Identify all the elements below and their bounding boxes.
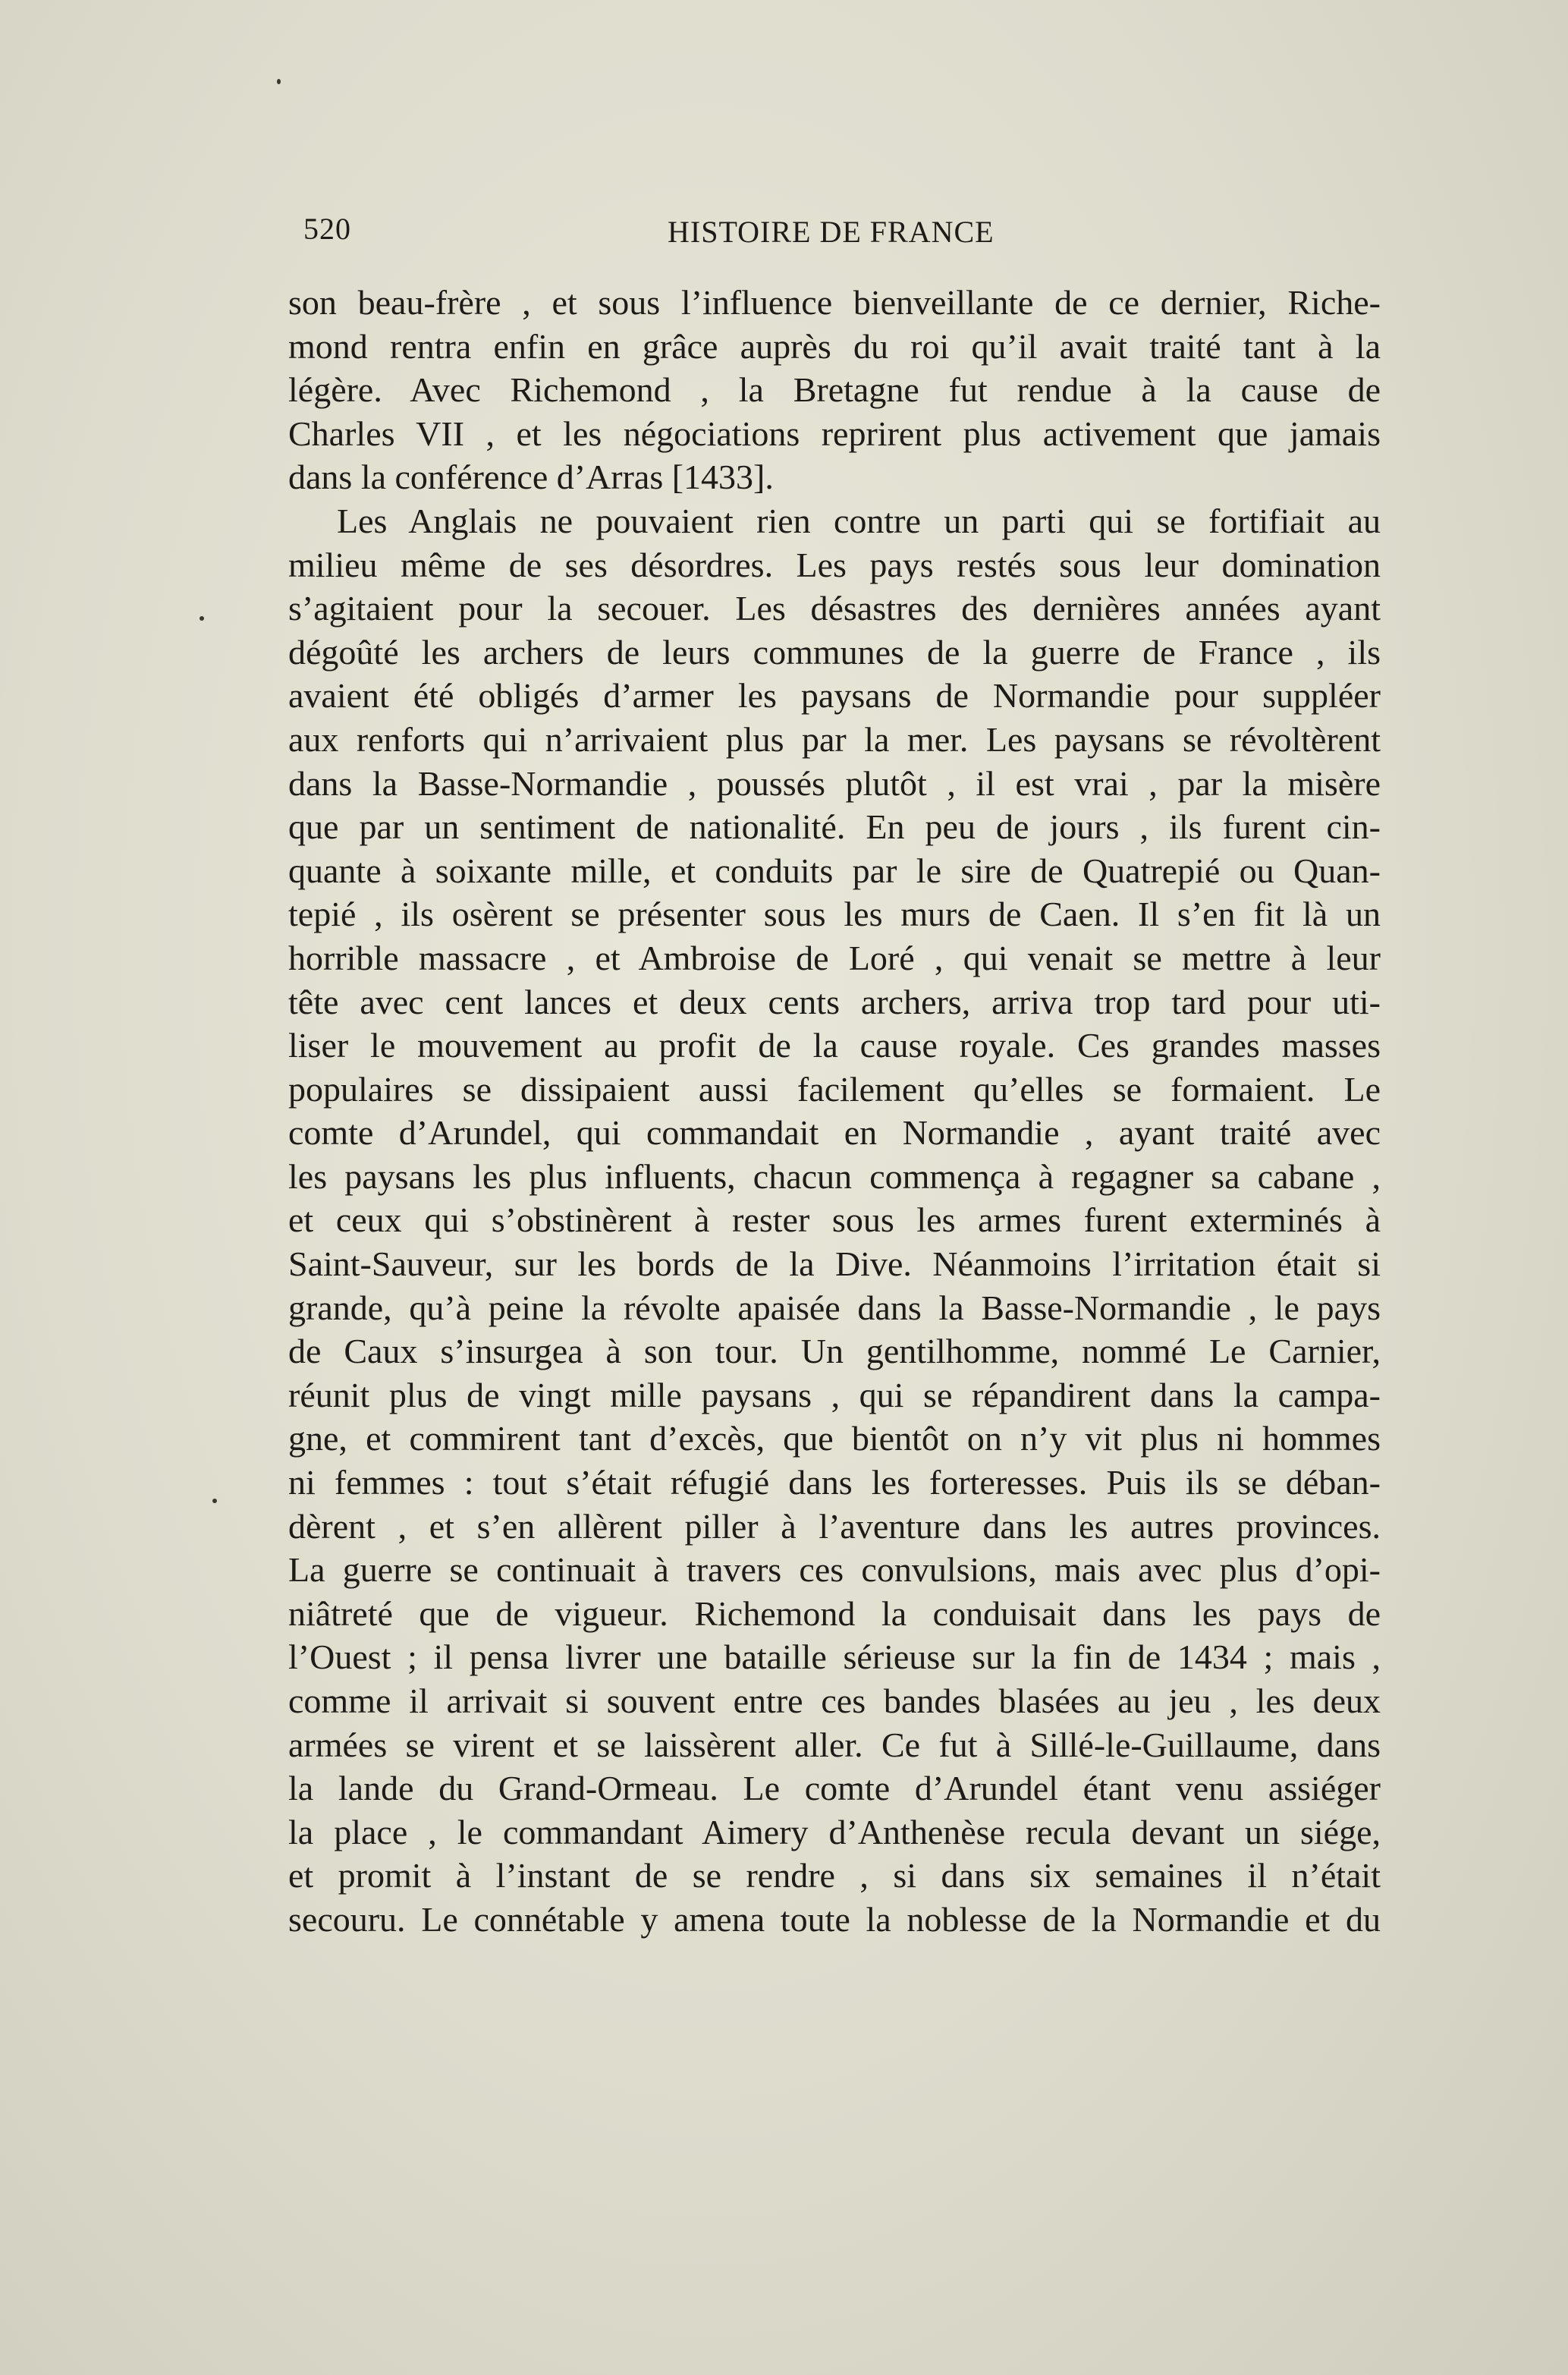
text-line: réunit plus de vingt mille paysans , qui se répandirent dans la campa- bbox=[288, 1375, 1381, 1414]
text-line: les paysans les plus influents, chacun commença à regagner sa cabane , bbox=[288, 1156, 1381, 1196]
text-line: ni femmes : tout s’était réfugié dans les forteresses. Puis ils se déban- bbox=[288, 1463, 1381, 1502]
ink-speck bbox=[200, 616, 204, 621]
text-line: dèrent , et s’en allèrent piller à l’aventure dans les autres provinces. bbox=[288, 1506, 1381, 1546]
text-line: Charles VII , et les négociations reprirent plus activement que jamais bbox=[288, 414, 1381, 453]
running-head: HISTOIRE DE FRANCE bbox=[668, 215, 995, 249]
text-line: comte d’Arundel, qui commandait en Normandie , ayant traité avec bbox=[288, 1113, 1381, 1153]
text-line: liser le mouvement au profit de la cause royale. Ces grandes masses bbox=[288, 1026, 1381, 1065]
text-line: de Caux s’insurgea à son tour. Un gentilhomme, nommé Le Carnier, bbox=[288, 1332, 1381, 1371]
text-line: son beau-frère , et sous l’influence bienveillante de ce dernier, Riche- bbox=[288, 283, 1381, 322]
text-line: niâtreté que de vigueur. Richemond la conduisait dans les pays de bbox=[288, 1593, 1381, 1633]
text-line: comme il arrivait si souvent entre ces bandes blasées au jeu , les deux bbox=[288, 1681, 1381, 1720]
text-line: milieu même de ses désordres. Les pays restés sous leur domination bbox=[288, 545, 1381, 584]
text-line: que par un sentiment de nationalité. En peu de jours , ils furent cin- bbox=[288, 807, 1381, 847]
ink-speck bbox=[212, 1499, 217, 1503]
text-line: la place , le commandant Aimery d’Anthenèse recula devant un siége, bbox=[288, 1812, 1381, 1851]
text-line: grande, qu’à peine la révolte apaisée dans la Basse-Normandie , le pays bbox=[288, 1288, 1381, 1327]
text-line: tête avec cent lances et deux cents archers, arriva trop tard pour uti- bbox=[288, 982, 1381, 1021]
text-line: la lande du Grand-Ormeau. Le comte d’Arundel étant venu assiéger bbox=[288, 1769, 1381, 1808]
text-line: secouru. Le connétable y amena toute la noblesse de la Normandie et du bbox=[288, 1899, 1381, 1939]
page-number: 520 bbox=[303, 212, 351, 246]
text-line: avaient été obligés d’armer les paysans de Normandie pour suppléer bbox=[288, 676, 1381, 716]
text-line: Saint-Sauveur, sur les bords de la Dive. Néanmoins l’irritation était si bbox=[288, 1244, 1381, 1284]
text-line: s’agitaient pour la secouer. Les désastres des dernières années ayant bbox=[288, 589, 1381, 628]
body-text bbox=[288, 281, 1381, 1942]
text-line: l’Ouest ; il pensa livrer une bataille sérieuse sur la fin de 1434 ; mais , bbox=[288, 1637, 1381, 1677]
text-line: dans la conférence d’Arras [1433]. bbox=[288, 458, 774, 497]
ink-speck bbox=[277, 79, 281, 84]
text-line: gne, et commirent tant d’excès, que bientôt on n’y vit plus ni hommes bbox=[288, 1419, 1381, 1458]
text-line: aux renforts qui n’arrivaient plus par la mer. Les paysans se révoltèrent bbox=[288, 719, 1381, 759]
text-line: armées se virent et se laissèrent aller. Ce fut à Sillé-le-Guillaume, dans bbox=[288, 1725, 1381, 1764]
text-line: quante à soixante mille, et conduits par le sire de Quatrepié ou Quan- bbox=[288, 851, 1381, 890]
text-line: dans la Basse-Normandie , poussés plutôt , il est vrai , par la misère bbox=[288, 763, 1381, 803]
text-line: Les Anglais ne pouvaient rien contre un parti qui se fortifiait au bbox=[337, 501, 1381, 540]
text-line: et ceux qui s’obstinèrent à rester sous les armes furent exterminés à bbox=[288, 1200, 1381, 1240]
text-line: populaires se dissipaient aussi facilement qu’elles se formaient. Le bbox=[288, 1069, 1381, 1109]
text-line: légère. Avec Richemond , la Bretagne fut rendue à la cause de bbox=[288, 370, 1381, 410]
text-line: et promit à l’instant de se rendre , si dans six semaines il n’était bbox=[288, 1856, 1381, 1895]
text-line: tepié , ils osèrent se présenter sous les murs de Caen. Il s’en fit là un bbox=[288, 895, 1381, 934]
text-line: dégoûté les archers de leurs communes de la guerre de France , ils bbox=[288, 632, 1381, 672]
text-line: mond rentra enfin en grâce auprès du roi qu’il avait traité tant à la bbox=[288, 326, 1381, 366]
text-line: La guerre se continuait à travers ces convulsions, mais avec plus d’opi- bbox=[288, 1550, 1381, 1590]
text-line: horrible massacre , et Ambroise de Loré , qui venait se mettre à leur bbox=[288, 938, 1381, 977]
